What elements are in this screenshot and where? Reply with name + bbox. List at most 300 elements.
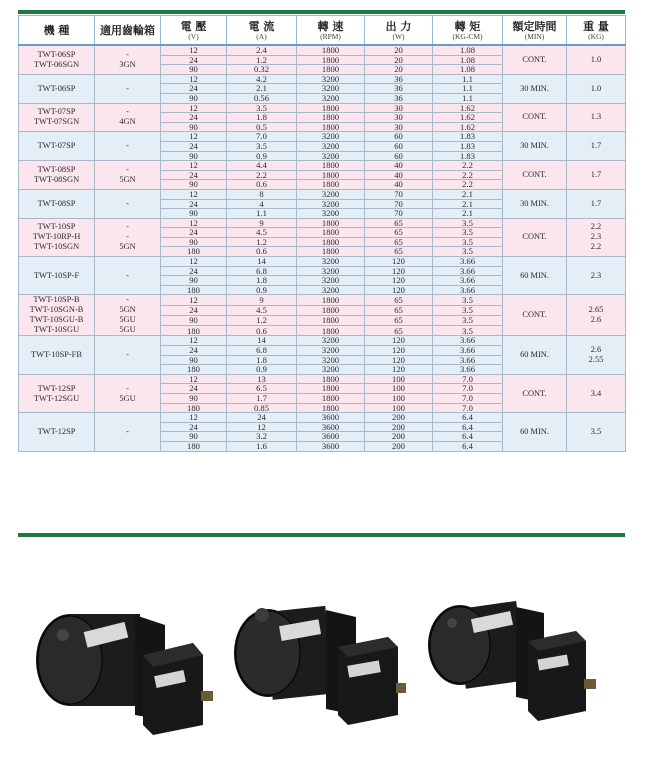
output-cell: 20	[365, 65, 433, 75]
gearbox-name: 5GN	[119, 242, 136, 252]
current-cell: 6.8	[227, 266, 297, 276]
gearbox-cell	[95, 336, 161, 374]
output-cell: 100	[365, 384, 433, 394]
output-cell: 60	[365, 132, 433, 142]
voltage-cell: 180	[161, 285, 227, 295]
model-name: TWT-10SGU-B	[29, 315, 84, 325]
torque-cell: 3.66	[433, 336, 503, 346]
weight-value: 1.3	[590, 112, 602, 122]
speed-cell: 3600	[297, 432, 365, 442]
weight-value: 1.0	[590, 83, 602, 93]
model-name: TWT-10SP-F	[33, 270, 80, 280]
voltage-cell: 24	[161, 84, 227, 94]
voltage-cell: 24	[161, 305, 227, 315]
speed-cell: 3200	[297, 151, 365, 161]
current-cell: 2.1	[227, 84, 297, 94]
torque-cell: 1.83	[433, 132, 503, 142]
speed-cell: 3200	[297, 209, 365, 219]
current-cell: 0.6	[227, 326, 297, 336]
model-name: TWT-10RP-H	[32, 232, 81, 242]
header-voltage: 電 壓 (V)	[161, 16, 227, 46]
rated-time-cell: 60 MIN.	[503, 336, 567, 374]
table-row	[19, 74, 626, 84]
model-cell	[19, 413, 95, 451]
header-output: 出 力 (W)	[365, 16, 433, 46]
gearbox-name: -	[126, 49, 129, 59]
voltage-cell: 90	[161, 237, 227, 247]
gearbox-cell	[95, 132, 161, 161]
current-cell: 3.2	[227, 432, 297, 442]
model-group	[19, 295, 626, 336]
voltage-cell: 180	[161, 403, 227, 413]
voltage-cell: 12	[161, 74, 227, 84]
output-cell: 30	[365, 122, 433, 132]
speed-cell: 1800	[297, 45, 365, 55]
gearbox-name: -	[126, 383, 129, 393]
gearbox-name: -	[126, 141, 129, 151]
torque-cell: 2.2	[433, 161, 503, 171]
header-gearbox: 適用齒輪箱	[95, 16, 161, 46]
speed-cell: 1800	[297, 305, 365, 315]
torque-cell: 1.1	[433, 93, 503, 103]
current-cell: 1.8	[227, 355, 297, 365]
torque-cell: 1.83	[433, 141, 503, 151]
current-cell: 0.32	[227, 65, 297, 75]
voltage-cell: 24	[161, 228, 227, 238]
model-cell	[19, 74, 95, 103]
model-group	[19, 103, 626, 132]
voltage-cell: 24	[161, 266, 227, 276]
output-cell: 100	[365, 394, 433, 404]
output-cell: 120	[365, 355, 433, 365]
rated-time-cell: CONT.	[503, 374, 567, 412]
weight-cell	[567, 74, 626, 103]
voltage-cell: 12	[161, 161, 227, 171]
voltage-cell: 90	[161, 209, 227, 219]
model-cell	[19, 45, 95, 74]
bottom-accent-bar	[18, 533, 625, 537]
speed-cell: 1800	[297, 170, 365, 180]
model-name: TWT-07SP	[37, 141, 76, 151]
header-rated-time: 額定時間 (MIN)	[503, 16, 567, 46]
speed-cell: 1800	[297, 247, 365, 257]
rated-time-cell: 30 MIN.	[503, 189, 567, 218]
voltage-cell: 90	[161, 432, 227, 442]
voltage-cell: 180	[161, 441, 227, 451]
torque-cell: 6.4	[433, 422, 503, 432]
header-torque: 轉 矩 (KG-CM)	[433, 16, 503, 46]
gearbox-cell	[95, 103, 161, 132]
output-cell: 120	[365, 285, 433, 295]
model-cell	[19, 218, 95, 256]
current-cell: 24	[227, 413, 297, 423]
weight-value: 2.6	[590, 345, 602, 355]
model-cell	[19, 336, 95, 374]
weight-cell	[567, 218, 626, 256]
model-group	[19, 161, 626, 190]
voltage-cell: 24	[161, 170, 227, 180]
gearbox-name: -	[126, 270, 129, 280]
speed-cell: 3200	[297, 285, 365, 295]
model-cell	[19, 189, 95, 218]
model-cell	[19, 257, 95, 295]
voltage-cell: 24	[161, 422, 227, 432]
voltage-cell: 24	[161, 141, 227, 151]
speed-cell: 3600	[297, 422, 365, 432]
gearbox-cell	[95, 374, 161, 412]
rated-time-cell: CONT.	[503, 103, 567, 132]
torque-cell: 3.66	[433, 285, 503, 295]
gear-motor-photo-3	[420, 585, 610, 745]
voltage-cell: 12	[161, 413, 227, 423]
torque-cell: 3.5	[433, 237, 503, 247]
rated-time-cell: CONT.	[503, 161, 567, 190]
speed-cell: 3600	[297, 413, 365, 423]
current-cell: 0.9	[227, 151, 297, 161]
current-cell: 12	[227, 422, 297, 432]
torque-cell: 7.0	[433, 384, 503, 394]
model-name: TWT-10SGN-B	[29, 305, 84, 315]
voltage-cell: 90	[161, 276, 227, 286]
current-cell: 9	[227, 295, 297, 305]
weight-value: 1.7	[590, 198, 602, 208]
weight-cell	[567, 257, 626, 295]
voltage-cell: 12	[161, 132, 227, 142]
speed-cell: 1800	[297, 228, 365, 238]
speed-cell: 3200	[297, 365, 365, 375]
weight-value: 1.7	[590, 170, 602, 180]
model-name: TWT-10SP-FB	[31, 350, 82, 360]
current-cell: 9	[227, 218, 297, 228]
model-name: TWT-10SP	[37, 222, 76, 232]
output-cell: 120	[365, 346, 433, 356]
voltage-cell: 24	[161, 113, 227, 123]
speed-cell: 3200	[297, 336, 365, 346]
gearbox-name: 5GU	[119, 393, 136, 403]
voltage-cell: 24	[161, 346, 227, 356]
output-cell: 65	[365, 295, 433, 305]
speed-cell: 1800	[297, 113, 365, 123]
model-name: TWT-07SGN	[33, 117, 80, 127]
torque-cell: 3.5	[433, 315, 503, 325]
torque-cell: 7.0	[433, 394, 503, 404]
speed-cell: 1800	[297, 103, 365, 113]
output-cell: 65	[365, 305, 433, 315]
output-cell: 200	[365, 422, 433, 432]
torque-cell: 7.0	[433, 403, 503, 413]
rated-time-cell: 30 MIN.	[503, 132, 567, 161]
output-cell: 60	[365, 151, 433, 161]
weight-value: 2.2	[590, 222, 602, 232]
output-cell: 200	[365, 413, 433, 423]
voltage-cell: 12	[161, 257, 227, 267]
model-name: TWT-12SP	[37, 426, 76, 436]
gearbox-name: 5GN	[119, 175, 136, 185]
voltage-cell: 24	[161, 55, 227, 65]
current-cell: 4.5	[227, 305, 297, 315]
model-group	[19, 189, 626, 218]
model-group	[19, 413, 626, 451]
gearbox-cell	[95, 161, 161, 190]
torque-cell: 6.4	[433, 413, 503, 423]
model-group	[19, 74, 626, 103]
speed-cell: 1800	[297, 180, 365, 190]
torque-cell: 2.2	[433, 170, 503, 180]
current-cell: 14	[227, 257, 297, 267]
current-cell: 2.4	[227, 45, 297, 55]
rated-time-cell: 30 MIN.	[503, 74, 567, 103]
table-row	[19, 413, 626, 423]
output-cell: 70	[365, 189, 433, 199]
torque-cell: 3.5	[433, 218, 503, 228]
current-cell: 2.2	[227, 170, 297, 180]
output-cell: 40	[365, 180, 433, 190]
rated-time-cell: CONT.	[503, 45, 567, 74]
voltage-cell: 12	[161, 189, 227, 199]
table-row	[19, 336, 626, 346]
current-cell: 6.8	[227, 346, 297, 356]
torque-cell: 6.4	[433, 441, 503, 451]
voltage-cell: 12	[161, 374, 227, 384]
torque-cell: 2.1	[433, 209, 503, 219]
output-cell: 65	[365, 237, 433, 247]
output-cell: 70	[365, 209, 433, 219]
table-header-row	[19, 16, 626, 46]
torque-cell: 1.1	[433, 74, 503, 84]
model-name: TWT-06SP	[37, 83, 76, 93]
motor-spec-table	[18, 15, 626, 452]
output-cell: 65	[365, 247, 433, 257]
weight-value: 1.0	[590, 54, 602, 64]
gear-motor-photo-1	[25, 585, 215, 745]
current-cell: 1.2	[227, 315, 297, 325]
speed-cell: 1800	[297, 374, 365, 384]
speed-cell: 1800	[297, 326, 365, 336]
speed-cell: 3200	[297, 189, 365, 199]
gearbox-cell	[95, 218, 161, 256]
speed-cell: 1800	[297, 161, 365, 171]
current-cell: 4.2	[227, 74, 297, 84]
speed-cell: 1800	[297, 394, 365, 404]
model-group	[19, 45, 626, 74]
voltage-cell: 180	[161, 365, 227, 375]
gearbox-name: -	[126, 222, 129, 232]
speed-cell: 3200	[297, 276, 365, 286]
voltage-cell: 180	[161, 326, 227, 336]
torque-cell: 1.1	[433, 84, 503, 94]
voltage-cell: 180	[161, 247, 227, 257]
speed-cell: 3200	[297, 84, 365, 94]
speed-cell: 3200	[297, 141, 365, 151]
gearbox-name: 5GU	[119, 315, 136, 325]
speed-cell: 1800	[297, 403, 365, 413]
voltage-cell: 90	[161, 65, 227, 75]
torque-cell: 3.5	[433, 295, 503, 305]
voltage-cell: 12	[161, 218, 227, 228]
weight-value: 2.2	[590, 242, 602, 252]
output-cell: 65	[365, 228, 433, 238]
gearbox-name: -	[126, 83, 129, 93]
model-name: TWT-08SP	[37, 165, 76, 175]
gearbox-name: -	[126, 426, 129, 436]
speed-cell: 1800	[297, 237, 365, 247]
output-cell: 120	[365, 266, 433, 276]
model-cell	[19, 295, 95, 336]
table-row	[19, 132, 626, 142]
output-cell: 40	[365, 161, 433, 171]
rated-time-cell: CONT.	[503, 295, 567, 336]
weight-cell	[567, 189, 626, 218]
speed-cell: 1800	[297, 218, 365, 228]
gearbox-name: -	[126, 350, 129, 360]
gearbox-cell	[95, 74, 161, 103]
weight-value: 2.3	[590, 232, 602, 242]
current-cell: 0.9	[227, 365, 297, 375]
model-name: TWT-08SP	[37, 198, 76, 208]
output-cell: 30	[365, 103, 433, 113]
output-cell: 20	[365, 55, 433, 65]
model-cell	[19, 103, 95, 132]
torque-cell: 1.62	[433, 103, 503, 113]
current-cell: 1.8	[227, 276, 297, 286]
speed-cell: 1800	[297, 65, 365, 75]
top-accent-bar	[18, 10, 625, 14]
output-cell: 70	[365, 199, 433, 209]
table-row	[19, 103, 626, 113]
torque-cell: 3.5	[433, 326, 503, 336]
model-cell	[19, 161, 95, 190]
current-cell: 0.5	[227, 122, 297, 132]
speed-cell: 3200	[297, 132, 365, 142]
current-cell: 8	[227, 189, 297, 199]
output-cell: 200	[365, 441, 433, 451]
torque-cell: 2.1	[433, 199, 503, 209]
header-weight: 重 量 (KG)	[567, 16, 626, 46]
weight-value: 3.4	[590, 388, 602, 398]
voltage-cell: 90	[161, 355, 227, 365]
torque-cell: 1.08	[433, 45, 503, 55]
current-cell: 4.5	[227, 228, 297, 238]
current-cell: 0.56	[227, 93, 297, 103]
weight-cell	[567, 374, 626, 412]
voltage-cell: 90	[161, 180, 227, 190]
output-cell: 120	[365, 276, 433, 286]
current-cell: 0.9	[227, 285, 297, 295]
model-name: TWT-06SGN	[33, 59, 80, 69]
speed-cell: 1800	[297, 315, 365, 325]
header-model: 機 種	[19, 16, 95, 46]
output-cell: 120	[365, 257, 433, 267]
output-cell: 200	[365, 432, 433, 442]
current-cell: 0.6	[227, 180, 297, 190]
speed-cell: 3200	[297, 355, 365, 365]
gearbox-cell	[95, 45, 161, 74]
speed-cell: 3200	[297, 346, 365, 356]
model-name: TWT-12SP	[37, 383, 76, 393]
weight-cell	[567, 336, 626, 374]
voltage-cell: 24	[161, 199, 227, 209]
torque-cell: 3.5	[433, 247, 503, 257]
table-row	[19, 189, 626, 199]
table-row	[19, 374, 626, 384]
gearbox-name: -	[126, 232, 129, 242]
current-cell: 0.85	[227, 403, 297, 413]
output-cell: 60	[365, 141, 433, 151]
weight-value: 2.55	[588, 355, 604, 365]
current-cell: 13	[227, 374, 297, 384]
speed-cell: 1800	[297, 295, 365, 305]
speed-cell: 1800	[297, 384, 365, 394]
weight-value: 2.6	[590, 315, 602, 325]
output-cell: 30	[365, 113, 433, 123]
table-row	[19, 218, 626, 228]
output-cell: 120	[365, 336, 433, 346]
gearbox-cell	[95, 295, 161, 336]
torque-cell: 2.2	[433, 180, 503, 190]
current-cell: 4	[227, 199, 297, 209]
voltage-cell: 12	[161, 336, 227, 346]
speed-cell: 1800	[297, 122, 365, 132]
gearbox-cell	[95, 189, 161, 218]
header-speed: 轉 速 (RPM)	[297, 16, 365, 46]
output-cell: 100	[365, 374, 433, 384]
current-cell: 3.5	[227, 141, 297, 151]
model-name: TWT-08SGN	[33, 175, 80, 185]
table-row	[19, 161, 626, 171]
voltage-cell: 12	[161, 103, 227, 113]
voltage-cell: 90	[161, 93, 227, 103]
model-name: TWT-12SGU	[33, 393, 80, 403]
voltage-cell: 90	[161, 122, 227, 132]
current-cell: 3.5	[227, 103, 297, 113]
rated-time-cell: 60 MIN.	[503, 413, 567, 451]
header-current: 電 流 (A)	[227, 16, 297, 46]
model-cell	[19, 132, 95, 161]
torque-cell: 3.5	[433, 228, 503, 238]
output-cell: 65	[365, 326, 433, 336]
current-cell: 6.5	[227, 384, 297, 394]
weight-cell	[567, 413, 626, 451]
current-cell: 1.7	[227, 394, 297, 404]
torque-cell: 1.08	[433, 55, 503, 65]
gearbox-cell	[95, 413, 161, 451]
current-cell: 4.4	[227, 161, 297, 171]
gearbox-name: 4GN	[119, 117, 136, 127]
gearbox-name: -	[126, 295, 129, 305]
torque-cell: 1.83	[433, 151, 503, 161]
weight-cell	[567, 295, 626, 336]
voltage-cell: 12	[161, 45, 227, 55]
voltage-cell: 12	[161, 295, 227, 305]
current-cell: 1.8	[227, 113, 297, 123]
output-cell: 65	[365, 218, 433, 228]
current-cell: 1.2	[227, 237, 297, 247]
gearbox-name: 3GN	[119, 59, 136, 69]
current-cell: 7.0	[227, 132, 297, 142]
speed-cell: 3200	[297, 199, 365, 209]
torque-cell: 3.66	[433, 257, 503, 267]
voltage-cell: 90	[161, 394, 227, 404]
torque-cell: 1.08	[433, 65, 503, 75]
weight-cell	[567, 132, 626, 161]
gearbox-name: 5GU	[119, 325, 136, 335]
voltage-cell: 24	[161, 384, 227, 394]
torque-cell: 3.66	[433, 276, 503, 286]
output-cell: 120	[365, 365, 433, 375]
current-cell: 1.2	[227, 55, 297, 65]
weight-value: 1.7	[590, 141, 602, 151]
current-cell: 1.6	[227, 441, 297, 451]
